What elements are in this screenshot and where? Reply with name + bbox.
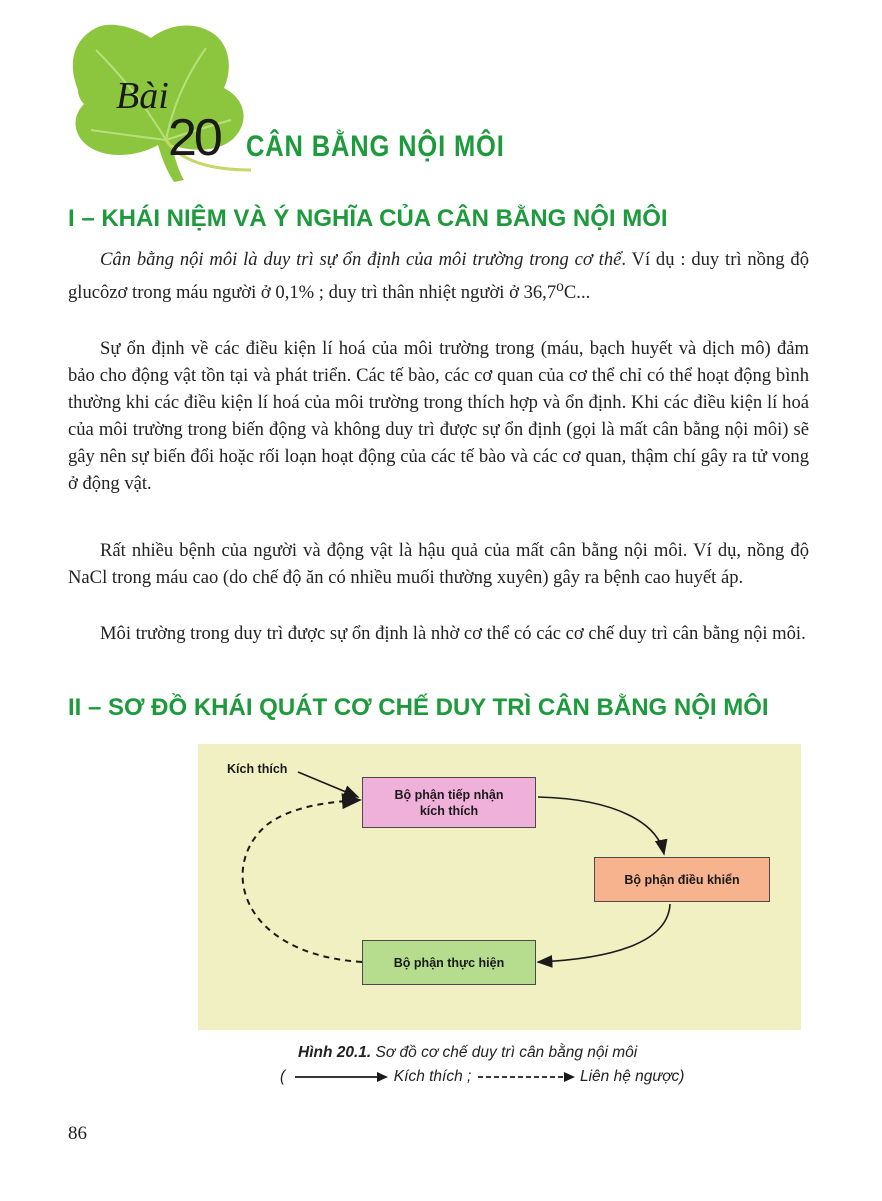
legend-dashed-label: Liên hệ ngược) — [579, 1068, 685, 1085]
arrow-control-to-effector — [538, 904, 670, 962]
lesson-title: CÂN BẰNG NỘI MÔI — [246, 130, 505, 163]
example-text: . Ví dụ : duy trì nồng độ glucôzơ trong máu người ở 0,1% ; duy trì thân nhiệt người ở 36,7 — [68, 249, 809, 304]
stimulus-arrow — [298, 772, 358, 797]
figure-legend — [280, 1068, 684, 1086]
section-heading-2: II – SƠ ĐỒ KHÁI QUÁT CƠ CHẾ DUY TRÌ CÂN BẰNG NỘI MÔI — [68, 694, 769, 721]
control-box: Bộ phận điều khiển — [594, 857, 770, 902]
lesson-label: Bài — [116, 75, 169, 117]
definition-text: Cân bằng nội môi là duy trì sự ổn định của môi trường trong cơ thể — [100, 249, 622, 270]
paragraph-mechanism: Môi trường trong duy trì được sự ổn định là nhờ cơ thể có các cơ chế duy trì cân bằng nội môi. — [100, 623, 806, 644]
legend-open-paren: ( — [280, 1068, 286, 1085]
section-heading-1: I – KHÁI NIỆM VÀ Ý NGHĨA CỦA CÂN BẰNG NỘI MÔI — [68, 205, 668, 232]
degree-sup: o — [556, 278, 564, 295]
figure-label: Hình 20.1. — [298, 1044, 372, 1061]
solid-arrow-icon — [289, 1071, 389, 1083]
figure-caption — [298, 1044, 637, 1062]
example-text-end: C... — [563, 282, 591, 304]
effector-box: Bộ phận thực hiện — [362, 940, 536, 985]
arrow-receptor-to-control — [538, 797, 664, 854]
feedback-dashed-arrow — [243, 800, 362, 962]
dashed-arrow-icon — [476, 1071, 576, 1083]
receptor-line-2: kích thích — [419, 803, 479, 818]
paragraph-stability: Sự ổn định về các điều kiện lí hoá của môi trường trong (máu, bạch huyết và dịch mô) đảm bảo cho động vật tồn tại và phát triển. Các tế bào, các cơ quan của cơ thể chỉ có thể hoạt động bình thường khi các điều kiện lí hoá của môi trường trong thích hợp và ổn định. Khi các điều kiện lí hoá của môi trường trong biến động và không duy trì được sự ổn định (gọi là mất cân bằng nội môi) sẽ gây nên sự biến đổi hoặc rối loạn hoạt động của các tế bào và các cơ quan, thậm chí gây ra tử vong ở động vật. — [68, 338, 809, 494]
receptor-box — [362, 777, 536, 828]
legend-solid-label: Kích thích ; — [393, 1068, 472, 1085]
lesson-number: 20 — [168, 109, 220, 167]
stimulus-label: Kích thích — [227, 762, 288, 776]
paragraph-definition — [68, 246, 809, 306]
figure-caption-text: Sơ đồ cơ chế duy trì cân bằng nội môi — [371, 1044, 638, 1061]
paragraph-disease: Rất nhiều bệnh của người và động vật là hậu quả của mất cân bằng nội môi. Ví dụ, nồng độ NaCl trong máu cao (do chế độ ăn có nhiều muối thường xuyên) gây ra bệnh cao huyết áp. — [68, 540, 809, 588]
receptor-line-1: Bộ phận tiếp nhận — [394, 787, 504, 802]
page-number: 86 — [68, 1123, 87, 1144]
